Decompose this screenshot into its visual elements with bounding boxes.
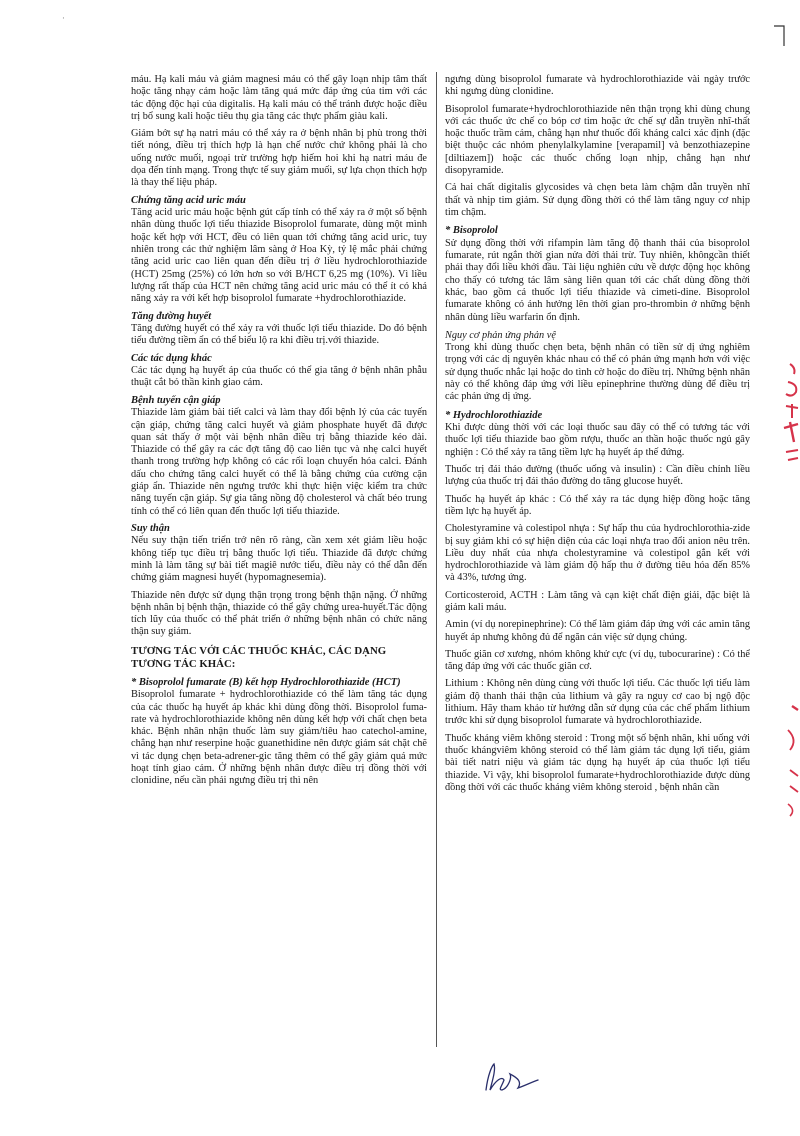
red-stamp-fragment <box>776 700 800 820</box>
paragraph: Trong khi dùng thuốc chẹn beta, bệnh nhân có tiền sử dị ứng nghiêm trọng với các dị nguyên khác nhau có thể có phản ứng mạnh hơn với việc sử dụng thuốc nhắc lại hoặc do tình cờ hoặc do điều trị. Những bệnh nhân này có thể không đáp ứng với liều epinephrine thường dùng để điều trị các phản ứng dị ứng. <box>445 342 750 403</box>
section-heading: Chứng tăng acid uric máu <box>131 194 246 206</box>
paragraph: Tăng acid uric máu hoặc bệnh gút cấp tính có thể xảy ra ở một số bệnh nhân dùng thuốc lợi tiểu thiazide Bisoprolol fumarate, dùng một mình hoặc kết hợp với HCT, đều có liên quan tới chứng tăng acid uric, tuy nhiên trong các thử nghiệm lâm sàng ở Hoa Kỳ, tỷ lệ mắc phải chứng tăng acid uric cao liên quan đến điều trị ở liều hydrochlorothiazide (HCT) 25mg (25%) có lớn hơn so với B/HCT 6,25 mg (10%). Vì liều lượng rất thấp của HCT nên chứng tăng acid uric máu có thể ít có khả năng xảy ra với kết hợp bisoprolol fumarate +hydrochlorothiazide. <box>131 207 427 305</box>
paragraph: Sử dụng đồng thời với rifampin làm tăng độ thanh thải của bisoprolol fumarate, rút ngắn thời gian nửa đời thải trừ. Tuy nhiên, khôngcần thiết phải thay đổi liều khởi đầu. Tài liệu nghiên cứu về dược động học không cho thấy có tương tác lâm sàng liên quan tới các chất dùng đồng thời khác, bao gồm cả thuốc lợi tiểu thiazide và cimeti-dine. Bisoprolol fumarate không có ảnh hưởng lên thời gian pro-thrombin ở những bệnh nhân dùng liều warfarin ổn định. <box>445 237 750 323</box>
paragraph: máu. Hạ kali máu và giảm magnesi máu có thể gây loạn nhịp tâm thất hoặc tăng nhạy cảm hoặc làm tăng quá mức đáp ứng của tim với các tác động độc hại của digitalis. Hạ kali máu có thể tránh được hoặc điều trị bổ sung kali hoặc tiêu thụ gia tăng các thực phẩm giàu kali. <box>131 74 427 122</box>
paragraph: Tăng đường huyết có thể xảy ra với thuốc lợi tiểu thiazide. Do đó bệnh tiểu đường tiềm ẩn có thể biểu lộ ra khi điều trị.với thiazide. <box>131 323 427 347</box>
paragraph: Thiazide làm giảm bài tiết calci và làm thay đổi bệnh lý của các tuyến cận giáp, chứng tăng calci huyết và giảm phosphate huyết đã được quan sát thấy ở một vài bệnh nhân điều trị bằng thiazide kéo dài. Thiazide có thể gây ra các đợt tăng độ cao liên tục và nhẹ calci huyết thanh trong trường hợp không có các rối loạn chuyển hóa calci. Đánh dấu cho chứng tăng calci huyết có thể là bằng chứng của cường cận giáp ẩn. Thiazide nên ngưng trước khi thực hiện việc kiểm tra chức năng tuyến cận giáp. Sự gia tăng nồng độ cholesterol và chất béo trung tính có thể có liên quan đến thuốc lợi tiểu thiazide. <box>131 407 427 517</box>
red-stamp-fragment <box>766 360 800 470</box>
paragraph: Thuốc hạ huyết áp khác : Có thể xảy ra tác dụng hiệp đồng hoặc tăng tiềm lực hạ huyết áp. <box>445 493 750 517</box>
corner-bracket-mark <box>772 24 786 48</box>
paragraph: Cả hai chất digitalis glycosides và chẹn beta làm chậm dẫn truyền nhĩ thất và nhịp tim giảm. Sử dụng đồng thời có thể làm tăng nguy cơ nhịp tim chậm. <box>445 182 750 218</box>
section-heading: Các tác dụng khác <box>131 352 212 364</box>
section-heading: Tăng đường huyết <box>131 310 212 322</box>
paragraph: Corticosteroid, ACTH : Làm tăng và cạn kiệt chất điện giải, đặc biệt là giảm kali máu. <box>445 589 750 613</box>
corner-mark: · <box>62 14 65 24</box>
signature <box>478 1060 548 1096</box>
left-column <box>131 74 427 1054</box>
section-heading: Bệnh tuyến cận giáp <box>131 394 221 406</box>
subsection-heading: * Hydrochlorothiazide <box>445 409 543 421</box>
subsection-heading: * Bisoprolol fumarate (B) kết hợp Hydrochlorothiazide (HCT) <box>131 676 401 688</box>
paragraph: Thuốc trị đái tháo đường (thuốc uống và insulin) : Cần điều chỉnh liều lượng của thuốc trị đái tháo đường do tăng glucose huyết. <box>445 464 750 488</box>
paragraph: ngưng dùng bisoprolol fumarate và hydrochlorothiazide vài ngày trước khi ngưng dùng clonidine. <box>445 74 750 98</box>
paragraph: Nếu suy thận tiến triển trở nên rõ ràng, cần xem xét giảm liều hoặc không tiếp tục điều trị bằng thuốc lợi tiểu. Thiazide đã được chứng minh là làm tăng sự bài tiết magiê nước tiểu, điều này có thể dẫn đến chứng giảm magnesi huyết (hypomagnesemia). <box>131 535 427 584</box>
paragraph: Lithium : Không nên dùng cùng với thuốc lợi tiểu. Các thuốc lợi tiểu làm giảm độ thanh thải thận của lithium và gây ra nguy cơ cao bị ngộ độc lithium. Hãy tham khảo từ hướng dẫn sử dụng của các chế phẩm lithium trước khi sử dụng bisoprolol fumarate và hydrochlorothiazide. <box>445 678 750 727</box>
paragraph: Cholestyramine và colestipol nhựa : Sự hấp thu của hydrochlorothia-zide bị suy giảm khi có sự hiện diện của các loại nhựa trao đổi anion nêu trên. Liều duy nhất của nhựa cholestyramine và colestipol gắn kết với hydrochlorothiazide và làm giảm độ hấp thu ở đường tiêu hóa đến 85% và 43%, tương ứng. <box>445 523 750 584</box>
paragraph: Amin (ví dụ norepinephrine): Có thể làm giảm đáp ứng với các amin tăng huyết áp nhưng không đủ để ngăn cản việc sử dụng chúng. <box>445 619 750 643</box>
section-heading: Nguy cơ phản ứng phản vệ <box>445 329 556 341</box>
paragraph: Các tác dụng hạ huyết áp của thuốc có thể gia tăng ở bệnh nhân phẫu thuật cắt bỏ thần kinh giao cảm. <box>131 365 427 389</box>
right-column <box>445 74 750 1054</box>
interactions-heading: TƯƠNG TÁC VỚI CÁC THUỐC KHÁC, CÁC DẠNG TƯƠNG TÁC KHÁC: <box>131 644 387 670</box>
section-heading: Suy thận <box>131 522 170 534</box>
paragraph: Giảm bớt sự hạ natri máu có thể xảy ra ở bệnh nhân bị phù trong thời tiết nóng, điều trị thích hợp là hạn chế nước chứ không phải là cho uống nước muối, ngoại trừ trường hợp hiếm hoi khi hạ natri máu đe dọa đến tính mạng. Trong thực tế suy giảm muối, sự lựa chọn thích hợp là thay thế liệu pháp. <box>131 128 427 189</box>
paragraph: Thuốc giãn cơ xương, nhóm không khử cực (ví dụ, tubocurarine) : Có thể tăng đáp ứng với các thuốc giãn cơ. <box>445 648 750 673</box>
paragraph: Thuốc kháng viêm không steroid : Trong một số bệnh nhân, khi uống với thuốc khángviêm không steroid có thể làm giảm tác dụng lợi tiểu, giảm bài tiết natri niệu và giảm tác dụng hạ huyết áp của thuốc lợi tiểu thiazide. Vì vậy, khi bisoprolol fumarate+hydrochlorothiazide được dùng đồng thời với các thuốc kháng viêm không steroid , bệnh nhân cần <box>445 732 750 793</box>
paragraph: Thiazide nên được sử dụng thận trọng trong bệnh thận nặng. Ở những bệnh nhân bị bệnh thận, thiazide có thể gây chứng urea-huyết.Tác động tích lũy của thuốc có thể phát triển ở những bệnh nhân có chức năng thận suy giảm. <box>131 589 427 638</box>
paragraph: Bisoprolol fumarate+hydrochlorothiazide nên thận trọng khi dùng chung với các thuốc ức chế co bóp cơ tim hoặc ức chế sự dẫn truyền nhĩ-thất hoặc thuốc trầm cảm, chẳng hạn như thuốc đối kháng calci xác định (đặc biệt thuộc các nhóm phenylalkylamine [verapamil] và benzothiazepine [diltiazem]) hoặc các thuốc chống loạn nhịp, chẳng hạn như disopyramide. <box>445 103 750 177</box>
subsection-heading: * Bisoprolol <box>445 225 498 237</box>
column-divider <box>436 72 437 1047</box>
paragraph: Khi được dùng thời với các loại thuốc sau đây có thể có tương tác với thuốc lợi tiểu thiazide bao gồm rượu, thuốc an thần hoặc thuốc ngủ gây nghiện : Có thể xảy ra tăng tiềm lực hạ huyết áp thế đứng. <box>445 422 750 458</box>
paragraph: Bisoprolol fumarate + hydrochlorothiazide có thể làm tăng tác dụng của các thuốc hạ huyết áp khác khi dùng đồng thời. Bisoprolol fuma-rate và hydrochlorothiazide không nên dùng kết hợp với chất chẹn beta khác. Bệnh nhân nhận thuốc làm suy giảm/tiêu hao catechol-amine, chẳng hạn như reserpine hoặc guanethidine nên được giám sát chặt chẽ vì tác dụng chẹn beta-adrener-gic tăng thêm có thể gây giảm quá mức hoạt tính giao cảm. Ở những bệnh nhân được điều trị đồng thời với clonidine, nếu cần phải ngưng điều trị thì nên <box>131 689 427 787</box>
